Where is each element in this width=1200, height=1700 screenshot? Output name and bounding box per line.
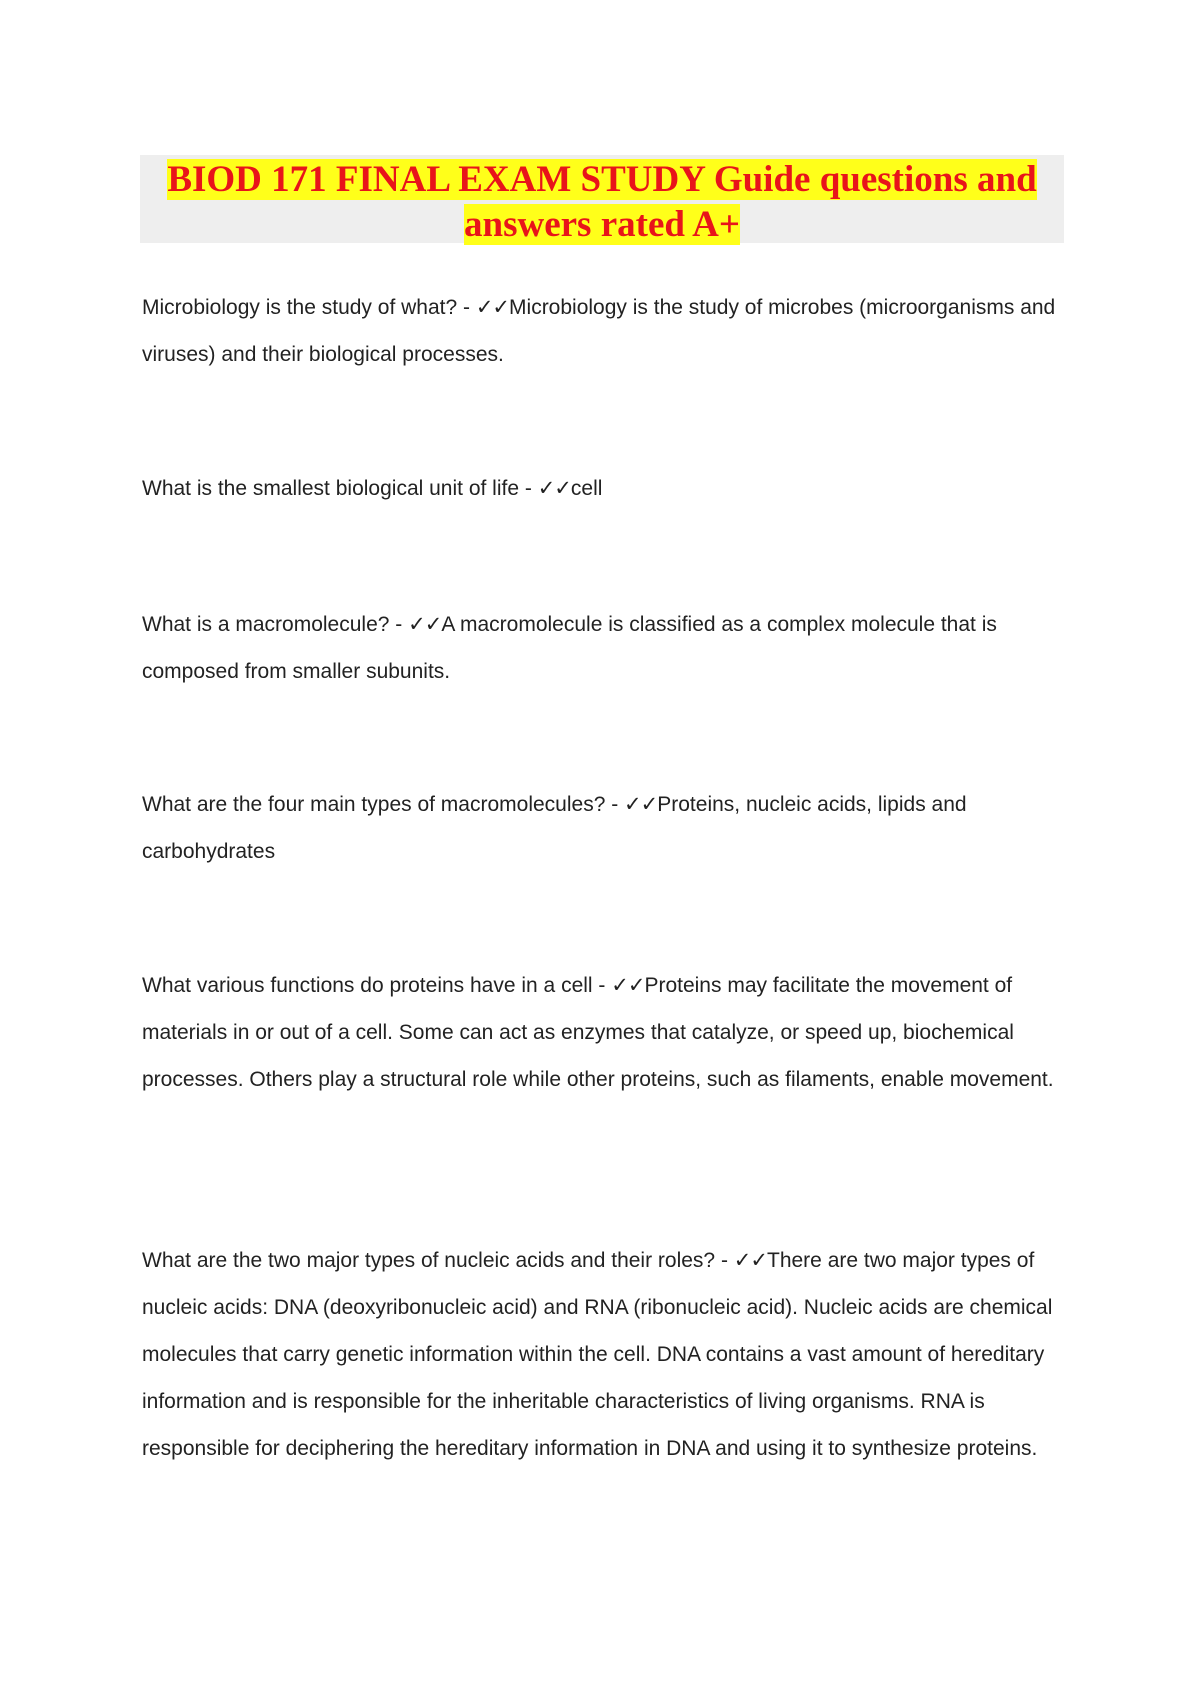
title-band: [140, 155, 1064, 243]
answer-text: Proteins may facilitate the movement of materials in or out of a cell. Some can act as enzymes that catalyze, or speed up, biochemical processes. Others play a structural role while other proteins, such as filaments, enable movement.: [142, 974, 1054, 1091]
answer-text: cell: [570, 477, 603, 500]
qa-item-1: [142, 284, 1064, 378]
qa-item-6: [142, 1237, 1064, 1472]
question-text: What various functions do proteins have in a cell: [142, 974, 593, 997]
answer-text: Microbiology is the study of microbes (microorganisms and viruses) and their biological processes.: [142, 296, 1056, 366]
double-check-icon: ✓✓: [611, 974, 645, 997]
double-check-icon: ✓✓: [537, 477, 571, 500]
double-check-icon: ✓✓: [408, 613, 442, 636]
answer-text: A macromolecule is classified as a complex molecule that is composed from smaller subunits.: [142, 613, 997, 683]
qa-item-2: [142, 465, 1064, 512]
qa-item-5: [142, 962, 1064, 1103]
question-text: What is the smallest biological unit of life: [142, 477, 520, 500]
document-title: [140, 155, 1064, 247]
qa-separator: -: [457, 296, 476, 319]
qa-separator: -: [592, 974, 612, 997]
question-text: What are the four main types of macromolecules?: [142, 793, 606, 816]
answer-text: Proteins, nucleic acids, lipids and carbohydrates: [142, 793, 967, 863]
answer-text: There are two major types of nucleic acids: DNA (deoxyribonucleic acid) and RNA (ribonucleic acid). Nucleic acids are chemical molecules that carry genetic information within the cell. DNA contains a vast amount of hereditary information and is responsible for the inheritable characteristics of living organisms. RNA is responsible for deciphering the hereditary information in DNA and using it to synthesize proteins.: [142, 1249, 1053, 1460]
qa-separator: -: [519, 477, 538, 500]
qa-separator: -: [605, 793, 625, 816]
qa-item-3: [142, 601, 1064, 695]
qa-item-4: [142, 781, 1064, 875]
double-check-icon: ✓✓: [624, 793, 658, 816]
qa-separator: -: [389, 613, 409, 636]
qa-separator: -: [715, 1249, 734, 1272]
double-check-icon: ✓✓: [475, 296, 510, 319]
question-text: Microbiology is the study of what?: [142, 296, 458, 319]
double-check-icon: ✓✓: [733, 1249, 767, 1272]
question-text: What is a macromolecule?: [142, 613, 390, 636]
question-text: What are the two major types of nucleic acids and their roles?: [142, 1249, 716, 1272]
document-title-text: BIOD 171 FINAL EXAM STUDY Guide questions and answers rated A+: [167, 159, 1037, 245]
